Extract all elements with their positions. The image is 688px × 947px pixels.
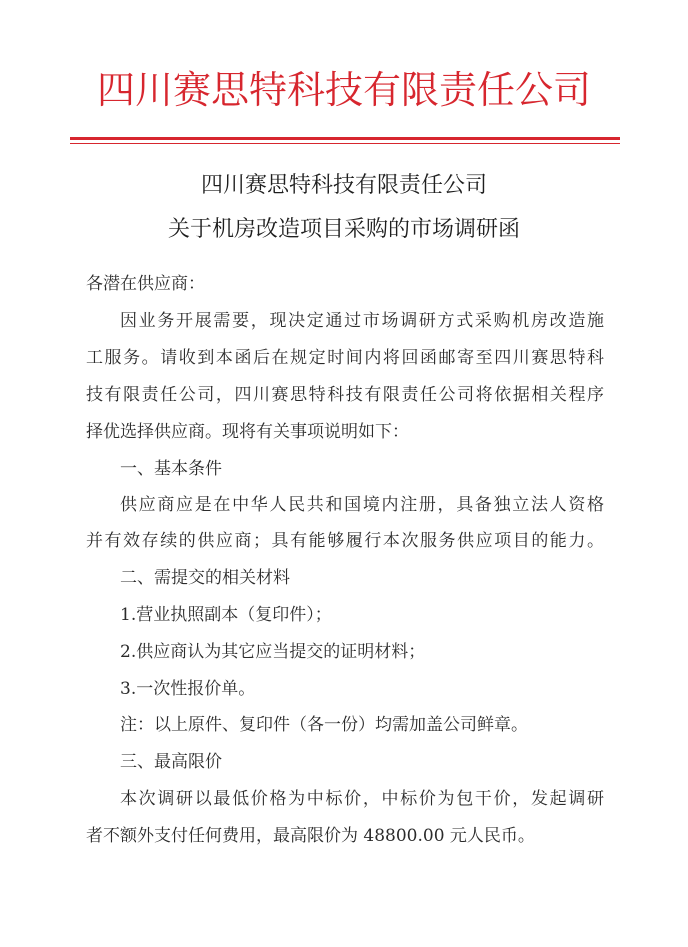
letterhead-thin-rule	[70, 143, 620, 144]
section-2-item-3: 3.一次性报价单。	[120, 679, 256, 699]
section-2-item-1: 1.营业执照副本（复印件）；	[120, 605, 332, 625]
section-2-item-2: 2.供应商认为其它应当提交的证明材料；	[120, 642, 426, 662]
title-line-1: 四川赛思特科技有限责任公司	[200, 173, 487, 198]
letterhead-company-name: 四川赛思特科技有限责任公司	[96, 68, 591, 112]
section-1-line-2: 并有效存续的供应商；具有能够履行本次服务供应项目的能力。	[86, 531, 604, 551]
section-1-line-1: 供应商应是在中华人民共和国境内注册，具备独立法人资格	[120, 495, 604, 515]
intro-line-1: 因业务开展需要，现决定通过市场调研方式采购机房改造施	[120, 311, 604, 331]
section-3-line-2: 者不额外支付任何费用，最高限价为 48800.00 元人民币。	[86, 826, 535, 846]
section-1-heading: 一、基本条件	[120, 459, 222, 479]
section-3-heading: 三、最高限价	[120, 752, 222, 772]
intro-line-4: 择优选择供应商。现将有关事项说明如下：	[86, 422, 409, 442]
section-3-line-1: 本次调研以最低价格为中标价，中标价为包干价，发起调研	[120, 789, 604, 809]
salutation: 各潜在供应商：	[86, 274, 205, 294]
section-2-heading: 二、需提交的相关材料	[120, 568, 290, 588]
intro-line-3: 技有限责任公司，四川赛思特科技有限责任公司将依据相关程序	[86, 385, 604, 405]
title-line-2: 关于机房改造项目采购的市场调研函	[167, 217, 520, 242]
section-2-note: 注：以上原件、复印件（各一份）均需加盖公司鲜章。	[120, 715, 528, 735]
intro-line-2: 工服务。请收到本函后在规定时间内将回函邮寄至四川赛思特科	[86, 348, 604, 368]
letterhead-thick-rule	[70, 137, 620, 140]
